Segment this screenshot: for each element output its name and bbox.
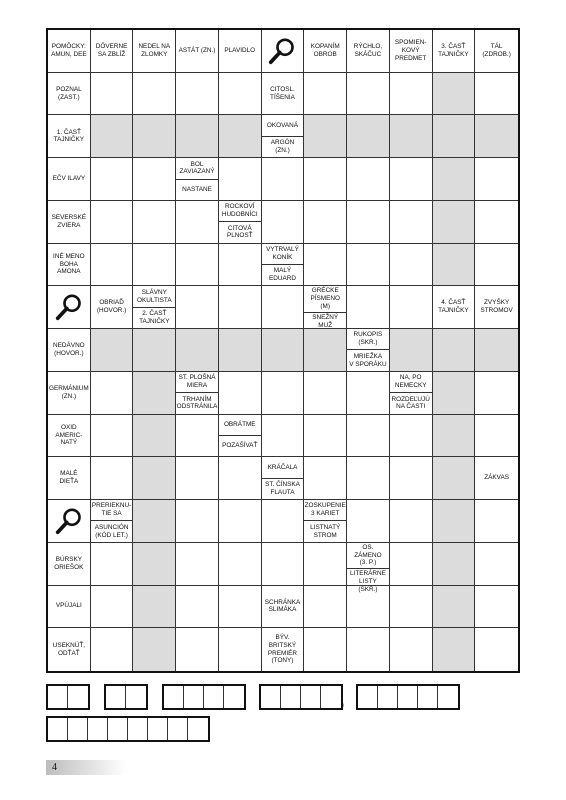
clue-cell	[48, 30, 91, 73]
clue-cell	[390, 372, 433, 415]
answer-cell[interactable]	[433, 457, 476, 500]
answer-cell[interactable]	[176, 115, 219, 158]
answer-cell[interactable]	[176, 628, 219, 671]
clue-cell	[475, 457, 518, 500]
page-number: 4	[46, 760, 126, 775]
answer-cell[interactable]	[390, 201, 433, 244]
clue-text: OBRIAĎ (HOVOR.)	[96, 299, 127, 315]
answer-cell[interactable]	[91, 543, 134, 586]
answer-cell[interactable]	[176, 457, 219, 500]
answer-cell[interactable]	[347, 286, 390, 329]
answer-cell[interactable]	[390, 158, 433, 201]
answer-cell[interactable]	[262, 329, 305, 372]
answer-cell[interactable]	[219, 457, 262, 500]
answer-box[interactable]	[261, 686, 281, 708]
clue-text: BOL ZAVIAZANÝ	[176, 158, 218, 179]
clue-text: ZOSKUPENIE 3 KARIET	[304, 502, 346, 518]
answer-cell[interactable]	[304, 586, 347, 629]
clue-cell	[433, 286, 476, 329]
answer-box[interactable]	[106, 686, 126, 708]
clue-text: NASTANE	[182, 185, 212, 193]
answer-box[interactable]	[88, 718, 108, 740]
answer-cell[interactable]	[347, 628, 390, 671]
answer-box[interactable]	[224, 686, 244, 708]
clue-cell	[133, 30, 176, 73]
clue-text: 4. ČASŤ TAJNIČKY	[438, 299, 469, 315]
answer-box[interactable]	[204, 686, 224, 708]
answer-box[interactable]	[126, 686, 146, 708]
answer-cell[interactable]	[219, 158, 262, 201]
answer-separator: ,	[340, 693, 345, 710]
clue-cell	[262, 628, 305, 671]
clue-cell	[347, 30, 390, 73]
answer-cell[interactable]	[91, 372, 134, 415]
clue-cell	[347, 543, 390, 593]
answer-cell[interactable]	[475, 586, 518, 629]
answer-cell[interactable]	[91, 73, 134, 116]
answer-cell[interactable]	[433, 628, 476, 671]
clue-text: ROCKOVÍ HUDOBNÍCI	[221, 203, 258, 219]
clue-cell	[390, 30, 433, 73]
clue-text: ASTÁT (ZN.)	[178, 46, 216, 54]
clue-cell	[219, 30, 262, 73]
answer-cell[interactable]	[347, 73, 390, 116]
answer-cell[interactable]	[133, 201, 176, 244]
answer-cell[interactable]	[133, 329, 176, 372]
clue-text: OBRÁTME	[223, 420, 256, 428]
clue-text: ZVYŠKY STROMOV	[480, 299, 513, 315]
clue-text: USEKNÚŤ, ODŤAŤ	[52, 641, 86, 657]
clue-cell	[48, 586, 91, 629]
clue-cell	[48, 329, 91, 372]
answer-cell[interactable]	[347, 586, 390, 629]
clue-text: CITOVÁ PLNOSŤ	[219, 221, 261, 242]
answer-cell[interactable]	[133, 500, 176, 543]
answer-cell[interactable]	[133, 543, 176, 586]
clue-text: BÝV. BRITSKÝ PREMIÉR (TONY)	[267, 634, 298, 665]
answer-cell[interactable]	[219, 543, 262, 586]
answer-cell[interactable]	[475, 115, 518, 158]
answer-cell[interactable]	[390, 286, 433, 329]
answer-cell[interactable]	[262, 158, 305, 201]
answer-cell[interactable]	[176, 586, 219, 629]
clue-cell	[475, 30, 518, 73]
clue-text: PRERIEKNU- TIE SA	[91, 502, 132, 518]
answer-group-5[interactable]	[356, 684, 460, 710]
clue-text: SPOMIEN- KOVÝ PREDMET	[394, 39, 427, 62]
magnifier-icon	[48, 500, 90, 542]
answer-cell[interactable]	[347, 457, 390, 500]
clue-cell	[304, 286, 347, 329]
answer-box[interactable]	[48, 686, 68, 708]
answer-cell[interactable]	[133, 158, 176, 201]
answer-cell[interactable]	[347, 201, 390, 244]
clue-text: SLÁVNY OKULTISTA	[137, 288, 172, 304]
answer-cell[interactable]	[475, 158, 518, 201]
answer-cell[interactable]	[262, 286, 305, 329]
answer-cell[interactable]	[91, 628, 134, 671]
answer-group-2[interactable]	[104, 684, 148, 710]
answer-cell[interactable]	[133, 115, 176, 158]
answer-cell[interactable]	[133, 586, 176, 629]
answer-cell[interactable]	[304, 457, 347, 500]
answer-box[interactable]	[301, 686, 321, 708]
clue-cell	[48, 457, 91, 500]
answer-cell[interactable]	[304, 244, 347, 287]
answer-cell[interactable]	[176, 286, 219, 329]
answer-cell[interactable]	[133, 244, 176, 287]
clue-text: 2. ČASŤ TAJNIČKY	[133, 307, 175, 328]
answer-cell[interactable]	[390, 415, 433, 458]
answer-cell[interactable]	[133, 457, 176, 500]
answer-box[interactable]	[184, 686, 204, 708]
clue-cell	[262, 115, 305, 158]
answer-cell[interactable]	[91, 244, 134, 287]
answer-cell[interactable]	[433, 329, 476, 372]
clue-text: VPÚJALI	[55, 602, 82, 610]
answer-cell[interactable]	[433, 372, 476, 415]
answer-box[interactable]	[168, 718, 188, 740]
answer-cell[interactable]	[219, 244, 262, 287]
answer-cell[interactable]	[433, 244, 476, 287]
answer-cell[interactable]	[262, 543, 305, 586]
answer-cell[interactable]	[262, 415, 305, 458]
clue-text: ZÁKVAS	[484, 474, 509, 482]
answer-cell[interactable]	[433, 158, 476, 201]
clue-cell	[347, 329, 390, 372]
clue-cell	[176, 30, 219, 73]
answer-group-4[interactable]	[259, 684, 343, 710]
clue-text: SEVERSKÉ ZVIERA	[51, 213, 87, 229]
clue-cell	[91, 500, 134, 543]
answer-cell[interactable]	[91, 158, 134, 201]
answer-cell[interactable]	[176, 543, 219, 586]
answer-cell[interactable]	[433, 201, 476, 244]
answer-box[interactable]	[68, 718, 88, 740]
clue-text: 1. ČASŤ TAJNIČKY	[53, 128, 85, 144]
clue-cell	[48, 158, 91, 201]
clue-text: MALÉ DIEŤA	[59, 470, 79, 486]
clue-cell	[219, 415, 262, 458]
clue-text: OXID AMERIC- NATÝ	[55, 423, 83, 447]
clue-text: NEDÁVNO (HOVOR.)	[53, 342, 85, 357]
clue-text: GERMÁNIUM (ZN.)	[48, 384, 89, 400]
answer-cell[interactable]	[176, 73, 219, 116]
answer-cell[interactable]	[304, 628, 347, 671]
answer-cell[interactable]	[475, 201, 518, 244]
answer-cell[interactable]	[219, 500, 262, 543]
answer-cell[interactable]	[304, 372, 347, 415]
clue-cell	[433, 30, 476, 73]
answer-cell[interactable]	[304, 543, 347, 586]
answer-cell[interactable]	[262, 372, 305, 415]
clue-text: OKOVANÁ	[266, 121, 299, 129]
answer-cell[interactable]	[133, 628, 176, 671]
answer-cell[interactable]	[347, 115, 390, 158]
magnifier-cell	[48, 500, 91, 543]
clue-text: ARGÓN (ZN.)	[262, 136, 304, 157]
answer-box[interactable]	[164, 686, 184, 708]
clue-text: POZNAL (ZAST.)	[56, 85, 82, 101]
answer-cell[interactable]	[133, 73, 176, 116]
clue-text: CITOSL. TÍŠENIA	[270, 85, 295, 101]
clue-cell	[48, 543, 91, 586]
clue-cell	[304, 500, 347, 543]
clue-text: LITERÁRNE LISTY (SKR.)	[347, 568, 389, 594]
answer-cell[interactable]	[433, 543, 476, 586]
answer-cell[interactable]	[219, 73, 262, 116]
clue-text: POMÔCKY: AMUN, DEE	[51, 43, 87, 58]
answer-cell[interactable]	[262, 500, 305, 543]
answer-cell[interactable]	[176, 244, 219, 287]
clue-text: LISTNATÝ STROM	[304, 520, 346, 541]
answer-cell[interactable]	[390, 115, 433, 158]
answer-cell[interactable]	[219, 329, 262, 372]
clue-text: SNEŽNÝ MUŽ	[304, 312, 346, 331]
answer-group-6[interactable]	[46, 716, 210, 742]
clue-text: GRÉCKE PÍSMENO (M)	[310, 287, 340, 311]
answer-cell[interactable]	[475, 543, 518, 586]
answer-cell[interactable]	[91, 415, 134, 458]
answer-cell[interactable]	[91, 201, 134, 244]
clue-text: ASUNCIÓN (KÓD LET.)	[91, 520, 133, 541]
answer-cell[interactable]	[475, 73, 518, 116]
answer-box[interactable]	[321, 686, 341, 708]
clue-text: ROZDEĽUJÚ NA ČASTI	[390, 392, 432, 413]
clue-cell	[176, 158, 219, 201]
clue-cell	[91, 30, 134, 73]
clue-text: KOPANÍM OBROB	[310, 43, 340, 58]
clue-cell	[48, 73, 91, 116]
answer-box[interactable]	[438, 686, 458, 708]
clue-text: NA, PO NEMECKY	[394, 374, 427, 390]
answer-group-1[interactable]	[46, 684, 90, 710]
clue-text: DÔVERNE SA ZBLÍŽ	[95, 43, 128, 58]
answer-cell[interactable]	[304, 201, 347, 244]
answer-cell[interactable]	[433, 115, 476, 158]
answer-cell[interactable]	[304, 158, 347, 201]
answer-box[interactable]	[148, 718, 168, 740]
clue-text: BÚRSKY ORIEŠOK	[54, 555, 84, 571]
answer-cell[interactable]	[219, 586, 262, 629]
answer-box[interactable]	[188, 718, 208, 740]
clue-text: NEDEL NA ZLOMKY	[138, 43, 171, 58]
answer-cell[interactable]	[347, 158, 390, 201]
answer-cell[interactable]	[347, 244, 390, 287]
answer-cell[interactable]	[219, 628, 262, 671]
answer-box[interactable]	[398, 686, 418, 708]
answer-cell[interactable]	[390, 244, 433, 287]
clue-text: INÉ MENO BOHA AMONA	[53, 252, 85, 276]
answer-box[interactable]	[68, 686, 88, 708]
clue-cell	[475, 286, 518, 329]
clue-text: MRIEŽKA V SPORÁKU	[347, 349, 389, 370]
answer-cell[interactable]	[433, 586, 476, 629]
clue-cell	[48, 244, 91, 287]
magnifier-cell	[262, 30, 305, 73]
clue-text: KRÁČALA	[262, 457, 304, 478]
answer-cell[interactable]	[390, 543, 433, 586]
answer-cell[interactable]	[91, 115, 134, 158]
clue-text: TÁL (ZDROB.)	[482, 43, 511, 58]
answer-cell[interactable]	[304, 329, 347, 372]
clue-cell	[304, 30, 347, 73]
answer-box[interactable]	[108, 718, 128, 740]
clue-text: VYTRVALÝ KONÍK	[266, 246, 299, 261]
clue-text: MALÝ EDUARD	[262, 264, 304, 285]
answer-cell[interactable]	[176, 500, 219, 543]
clue-text: SCHRÁNKA SLIMÁKA	[264, 598, 301, 614]
answer-cell[interactable]	[433, 500, 476, 543]
answer-box[interactable]	[378, 686, 398, 708]
clue-cell	[219, 201, 262, 244]
answer-cell[interactable]	[176, 329, 219, 372]
answer-cell[interactable]	[219, 115, 262, 158]
answer-cell[interactable]	[390, 457, 433, 500]
crossword-grid	[46, 28, 520, 673]
answer-cell[interactable]	[475, 415, 518, 458]
answer-cell[interactable]	[475, 329, 518, 372]
clue-text: RUKOPIS (SKR.)	[353, 331, 383, 347]
clue-text: PLAVIDLO	[224, 46, 256, 54]
clue-cell	[48, 415, 91, 458]
clue-text: 3. ČASŤ TAJNIČKY	[438, 43, 469, 58]
answer-cell[interactable]	[347, 372, 390, 415]
clue-cell	[262, 244, 305, 287]
clue-cell	[262, 586, 305, 629]
answer-cell[interactable]	[390, 500, 433, 543]
answer-cell[interactable]	[219, 372, 262, 415]
answer-cell[interactable]	[91, 586, 134, 629]
answer-cell[interactable]	[176, 415, 219, 458]
clue-text: TRHANÍM ODSTRÁNILA	[176, 392, 218, 413]
answer-cell[interactable]	[390, 329, 433, 372]
magnifier-cell	[48, 286, 91, 329]
clue-text: POZAŠÍVAŤ	[219, 435, 261, 456]
answer-box[interactable]	[281, 686, 301, 708]
answer-box[interactable]	[128, 718, 148, 740]
answer-cell[interactable]	[433, 73, 476, 116]
answer-cell[interactable]	[91, 329, 134, 372]
answer-cell[interactable]	[304, 115, 347, 158]
clue-text: EČV ILAVY	[52, 175, 86, 183]
clue-text: OS. ZÁMENO (3. P.)	[354, 543, 382, 567]
clue-text: ST. ČÍNSKA FLAUTA	[265, 481, 300, 496]
clue-cell	[48, 628, 91, 671]
answer-cell[interactable]	[91, 457, 134, 500]
answer-cell[interactable]	[262, 201, 305, 244]
answer-box[interactable]	[48, 718, 68, 740]
magnifier-icon	[48, 286, 90, 328]
answer-cell[interactable]	[390, 628, 433, 671]
answer-cell[interactable]	[390, 586, 433, 629]
answer-cell[interactable]	[304, 73, 347, 116]
answer-cell[interactable]	[176, 201, 219, 244]
answer-group-3[interactable]	[162, 684, 246, 710]
clue-cell	[91, 286, 134, 329]
clue-cell	[48, 115, 91, 158]
answer-cell[interactable]	[475, 628, 518, 671]
clue-cell	[262, 457, 305, 500]
clue-cell	[48, 372, 91, 415]
answer-cell[interactable]	[475, 500, 518, 543]
answer-cell[interactable]	[133, 372, 176, 415]
answer-box[interactable]	[418, 686, 438, 708]
answer-cell[interactable]	[390, 73, 433, 116]
clue-cell	[133, 286, 176, 329]
clue-cell	[48, 201, 91, 244]
answer-cell[interactable]	[219, 286, 262, 329]
magnifier-icon	[262, 30, 304, 72]
answer-cell[interactable]	[347, 500, 390, 543]
answer-cell[interactable]	[347, 415, 390, 458]
answer-cell[interactable]	[433, 415, 476, 458]
clue-text: ST. PLOŠNÁ MIERA	[178, 374, 216, 390]
answer-cell[interactable]	[475, 372, 518, 415]
answer-cell[interactable]	[475, 244, 518, 287]
answer-cell[interactable]	[304, 415, 347, 458]
clue-text: RÝCHLO, SKÁČUC	[353, 43, 383, 58]
answer-box[interactable]	[358, 686, 378, 708]
answer-cell[interactable]	[133, 415, 176, 458]
clue-cell	[176, 372, 219, 415]
clue-cell	[262, 73, 305, 116]
